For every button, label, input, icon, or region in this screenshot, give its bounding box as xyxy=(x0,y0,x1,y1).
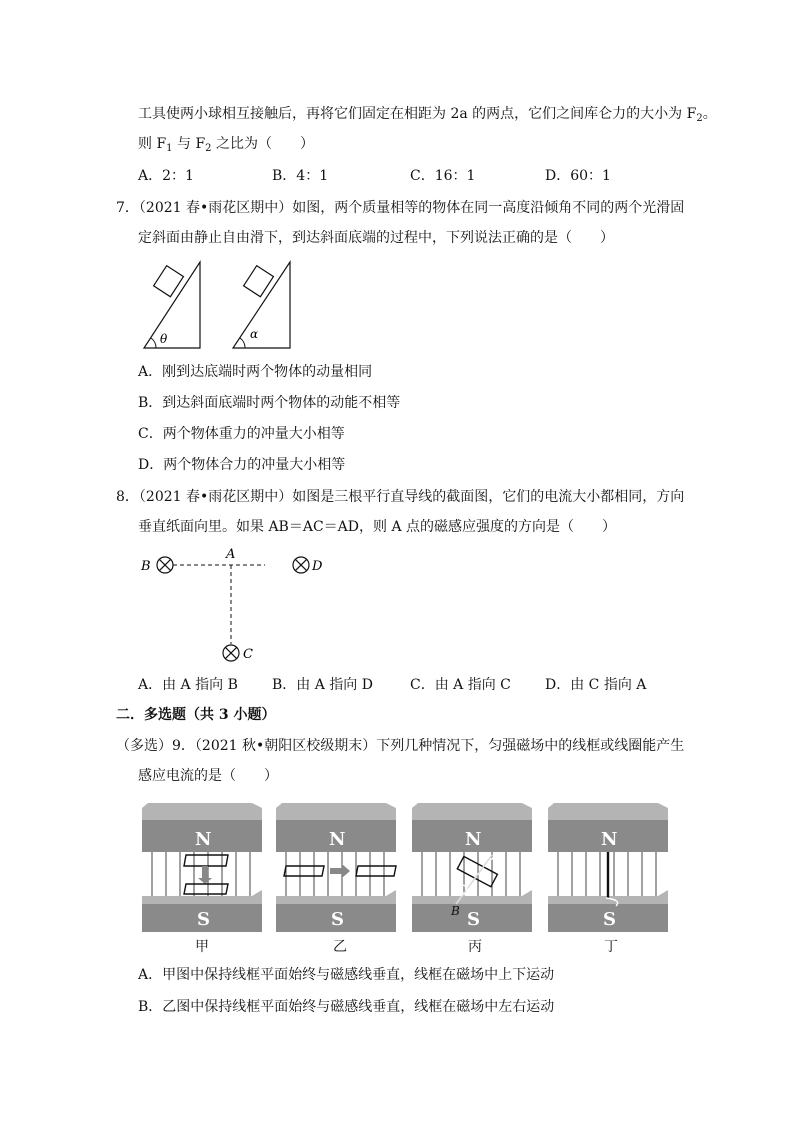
panel-bing-b-label: B xyxy=(451,904,460,918)
q7-incline-figure xyxy=(138,255,308,355)
q8-option-c: C．由 A 指向 C xyxy=(410,677,511,693)
caption-bing: 丙 xyxy=(468,939,482,955)
arrow-down-head xyxy=(198,878,212,884)
q7-option-a: A．刚到达底端时两个物体的动量相同 xyxy=(138,364,373,380)
angle-alpha-label: α xyxy=(250,327,259,341)
q6-line2-c: 之比为（ ） xyxy=(211,136,314,152)
wire-d-cross-icon xyxy=(293,557,309,573)
panel-bing-n-label: N xyxy=(465,829,482,850)
q9-magnet-figure xyxy=(140,800,670,935)
q7-stem-line1: 7．（2021 春•雨花区期中）如图，两个质量相等的物体在同一高度沿倾角不同的两个光滑固 xyxy=(116,200,685,216)
block-2 xyxy=(244,266,274,297)
q9-option-a: A．甲图中保持线框平面始终与磁感线垂直，线框在磁场中上下运动 xyxy=(138,967,555,983)
q6-line1-end: 。 xyxy=(702,106,717,122)
q8-wire-d xyxy=(288,553,328,577)
panel-yi-n-label: N xyxy=(329,829,346,850)
arrow-right-head xyxy=(342,864,350,878)
panel-ding-s-label: S xyxy=(603,909,616,930)
q8-option-d: D．由 C 指向 A xyxy=(545,677,647,693)
loop-lower xyxy=(184,884,228,894)
point-b-label: B xyxy=(141,559,151,574)
point-c-label: C xyxy=(243,647,253,662)
wire-c-cross-icon xyxy=(223,645,239,661)
caption-jia: 甲 xyxy=(195,939,209,955)
panel-bing-s-label: S xyxy=(467,909,480,930)
q7-option-d: D．两个物体合力的冲量大小相等 xyxy=(138,457,346,473)
q7-stem-line2: 定斜面由静止自由滑下，到达斜面底端的过程中，下列说法正确的是（ ） xyxy=(138,230,614,246)
q8-wire-figure xyxy=(135,545,265,670)
section-2-title: 二．多选题（共 3 小题） xyxy=(116,707,276,723)
panel-jia-n-label: N xyxy=(195,829,212,850)
q6-option-b: B．4：1 xyxy=(272,168,329,184)
angle-arc-2 xyxy=(240,338,245,348)
q8-option-a: A．由 A 指向 B xyxy=(138,677,238,693)
q6-option-c: C．16：1 xyxy=(410,168,476,184)
q6-line2-sub2: 2 xyxy=(205,143,212,154)
q8-option-b: B．由 A 指向 D xyxy=(272,677,373,693)
angle-arc-1 xyxy=(151,338,156,348)
panel-jia-s-label: S xyxy=(197,909,210,930)
wire-b-cross-icon xyxy=(157,557,173,573)
q6-line1 xyxy=(138,104,717,129)
caption-yi: 乙 xyxy=(333,939,347,955)
q6-line2-b: 与 F xyxy=(172,136,206,152)
caption-ding: 丁 xyxy=(604,939,618,955)
point-a-label: A xyxy=(226,547,236,562)
q9-stem-line1: （多选）9．（2021 秋•朝阳区校级期末）下列几种情况下，匀强磁场中的线框或线圈能产生 xyxy=(116,738,685,754)
arrow-right xyxy=(330,868,342,874)
q6-option-d: D．60：1 xyxy=(545,168,611,184)
panel-ding-n-label: N xyxy=(601,829,618,850)
panel-bing-a-label: A xyxy=(490,851,499,865)
panel-bing xyxy=(412,803,532,932)
point-d-label: D xyxy=(312,559,323,574)
loop-right xyxy=(356,866,396,876)
q6-line1-subscript: 2 xyxy=(696,113,703,124)
q7-option-b: B．到达斜面底端时两个物体的动能不相等 xyxy=(138,395,401,411)
arrow-down xyxy=(202,866,208,878)
q6-line2 xyxy=(138,134,314,159)
loop-left xyxy=(284,866,324,876)
loop-upper xyxy=(184,855,228,866)
q9-option-b: B．乙图中保持线框平面始终与磁感线垂直，线框在磁场中左右运动 xyxy=(138,999,555,1015)
q9-stem-line2: 感应电流的是（ ） xyxy=(138,768,278,784)
q6-line1-text: 工具使两小球相互接触后，再将它们固定在相距为 2a 的两点，它们之间库仑力的大小为 F xyxy=(138,106,697,122)
q6-option-a: A．2：1 xyxy=(138,168,194,184)
angle-theta-label: θ xyxy=(160,332,168,346)
panel-yi-s-label: S xyxy=(331,909,344,930)
block-1 xyxy=(154,266,184,297)
q6-line2-sub1: 1 xyxy=(166,143,173,154)
q8-stem-line1: 8．（2021 春•雨花区期中）如图是三根平行直导线的截面图，它们的电流大小都相同，方向 xyxy=(116,489,685,505)
q7-option-c: C．两个物体重力的冲量大小相等 xyxy=(138,426,345,442)
panel-yi xyxy=(276,803,396,932)
panel-jia xyxy=(142,803,262,932)
q6-line2-a: 则 F xyxy=(138,136,167,152)
panel-ding xyxy=(548,803,668,932)
q8-stem-line2: 垂直纸面向里。如果 AB＝AC＝AD，则 A 点的磁感应强度的方向是（ ） xyxy=(138,519,617,535)
